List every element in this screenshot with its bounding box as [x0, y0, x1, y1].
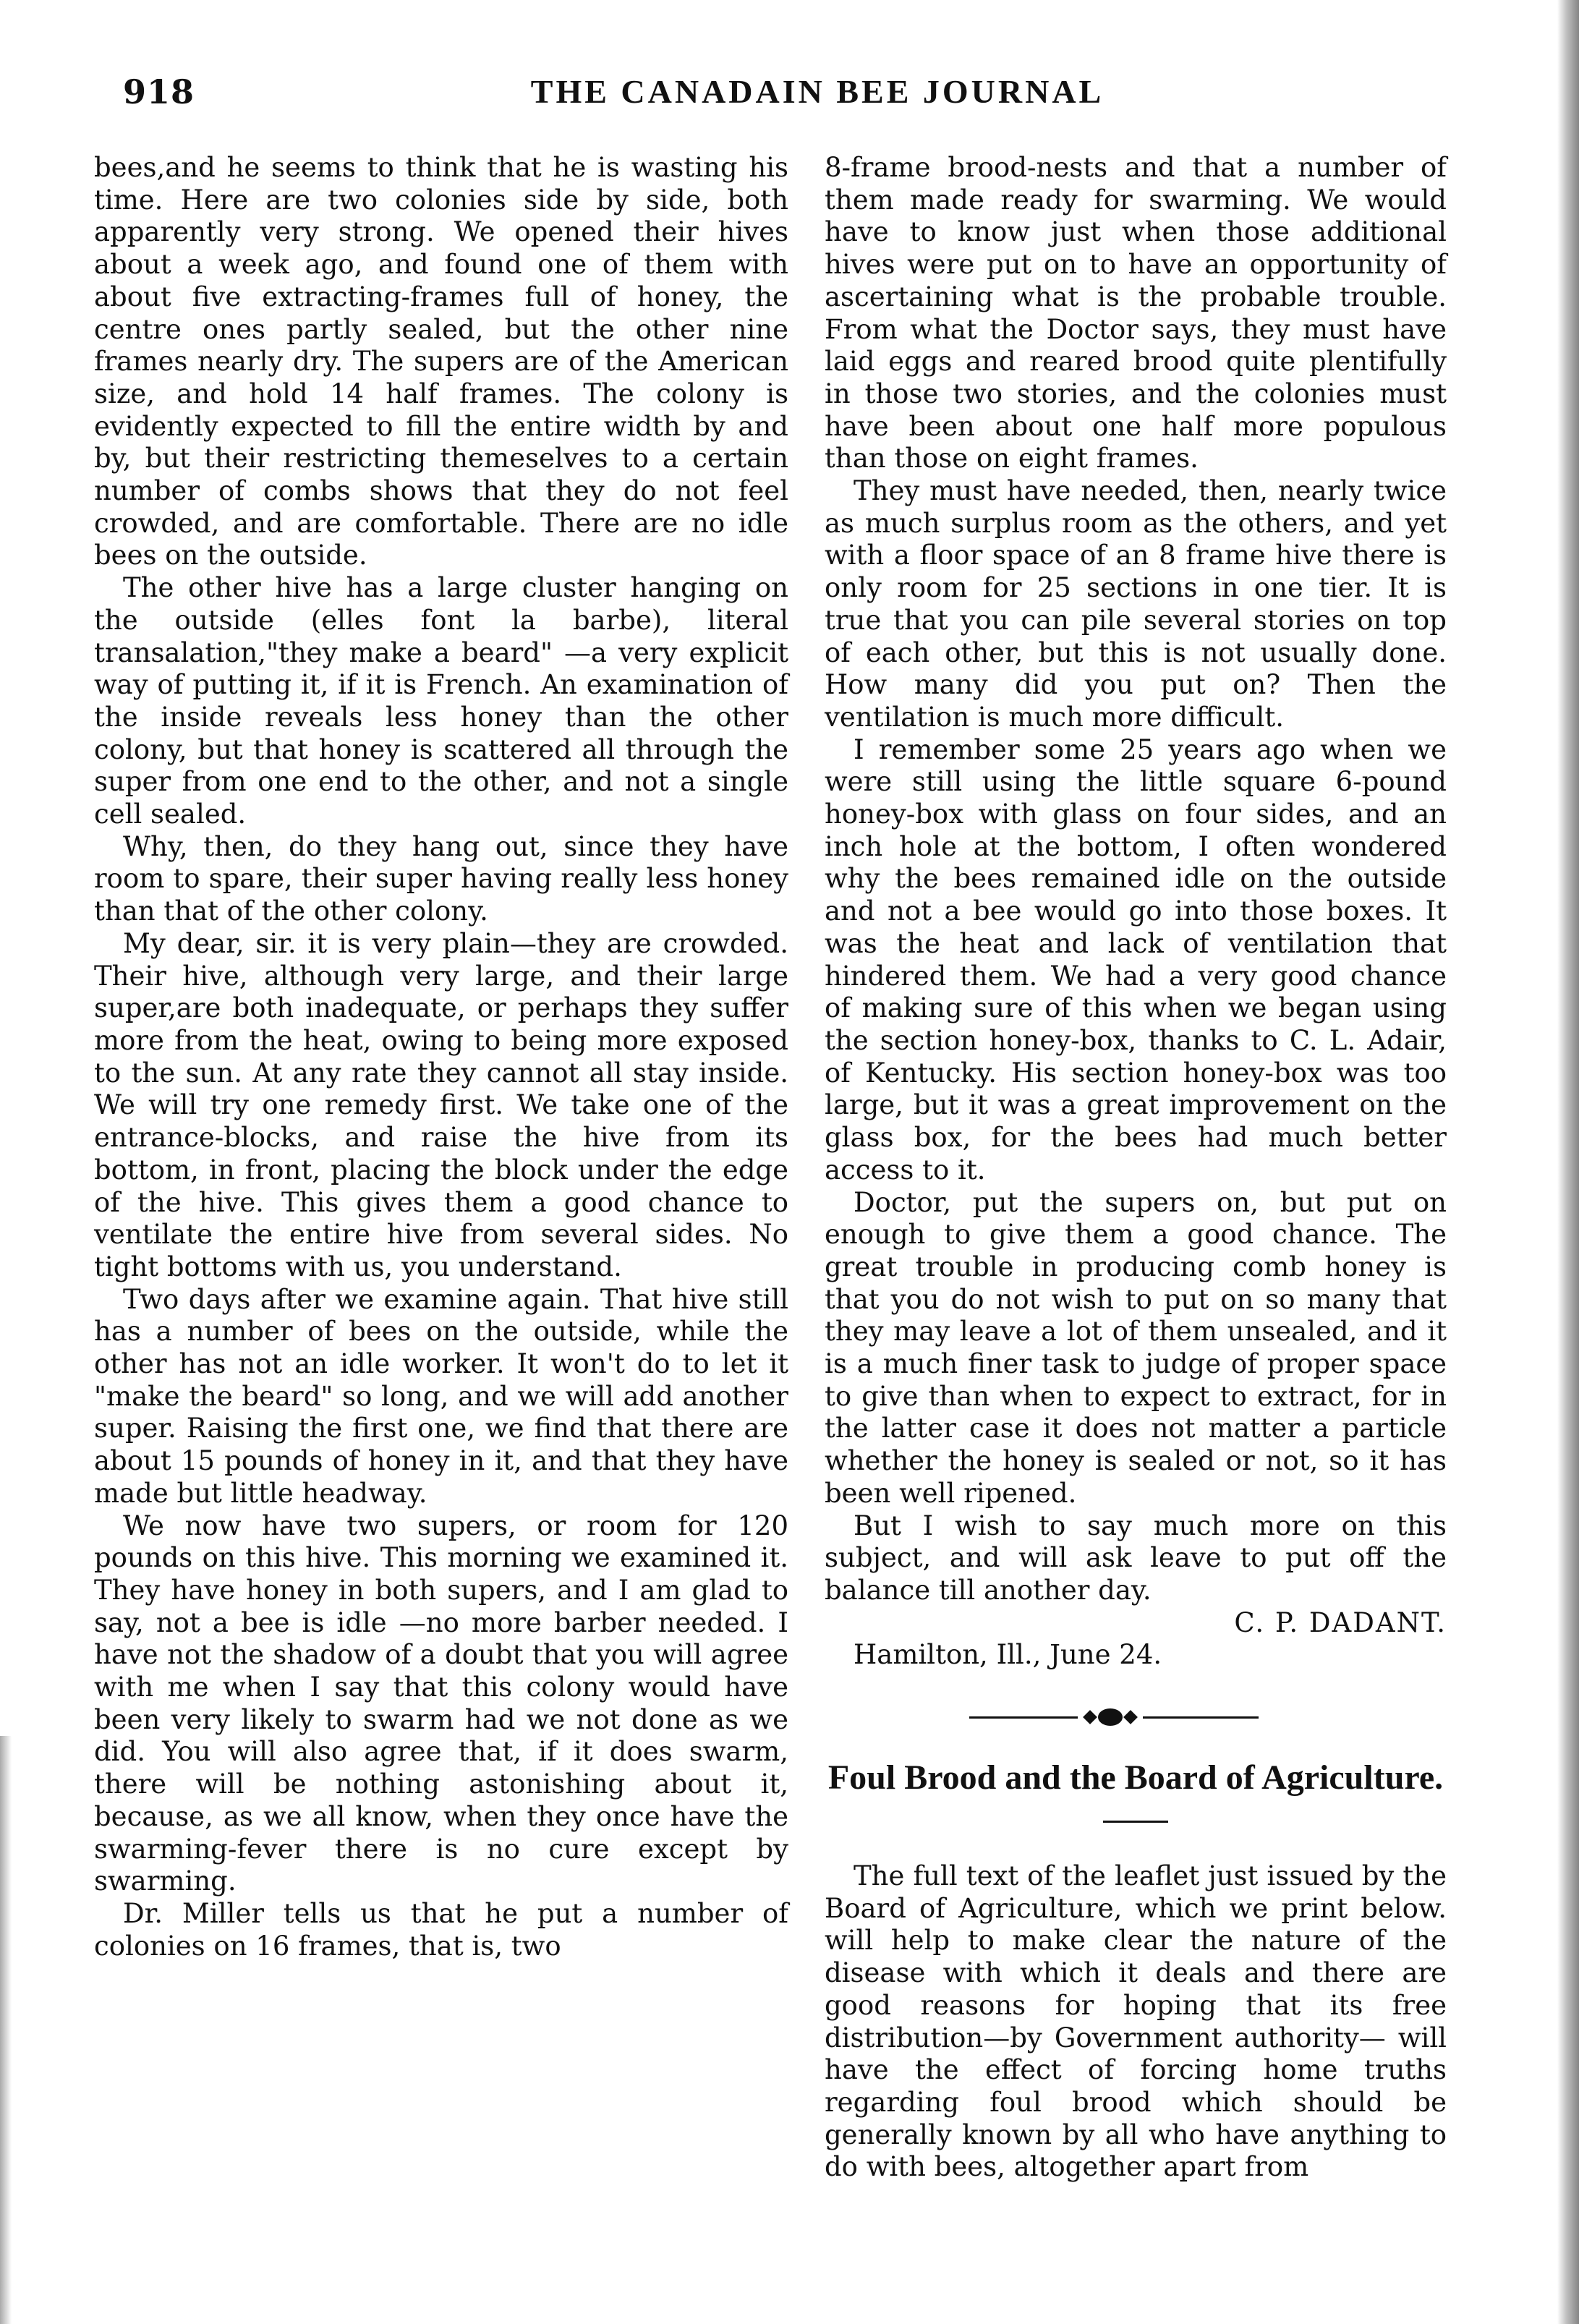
page-edge-shadow [1557, 0, 1579, 2324]
body-paragraph: My dear, sir. it is very plain—they are crowded. Their hive, although very large, and their large super,are both inadequate, or perhaps they suffer more from the heat, owing to being more exposed to the sun. At any rate they cannot all stay inside. We will try one remedy first. We take one of the entrance-blocks, and raise the hive from its bottom, in front, placing the block under the edge of the hive. This gives them a good chance to ventilate the entire hive from several sides. No tight bottoms with us, you understand. [94, 927, 788, 1282]
body-paragraph: We now have two supers, or room for 120 pounds on this hive. This morning we examined it. They have honey in both supers, and I am glad to say, not a bee is idle —no more barber needed. I have not the shadow of a doubt that you will agree with me when I say that this colony would have been very likely to swarm had we not done as we did. You will also agree that, if it does swarm, there will be nothing astonishing about it, because, as we all know, when they once have the swarming-fever there is no cure except by swarming. [94, 1510, 788, 1897]
left-column [94, 152, 788, 1962]
title-rule [1103, 1821, 1168, 1823]
body-paragraph: 8-frame brood-nests and that a number of them made ready for swarming. We would have to know just when those additional hives were put on to have an opportunity of ascertaining what is the probable trouble. From what the Doctor says, they must have laid eggs and reared brood quite plentifully in those two stories, and the colonies must have been about one half more populous than those on eight frames. [825, 152, 1447, 474]
body-paragraph: Two days after we examine again. That hive still has a number of bees on the outside, while the other has not an idle worker. It won't do to let it "make the beard" so long, and we will add another super. Raising the first one, we find that there are about 15 pounds of honey in it, and that they have made but little headway. [94, 1283, 788, 1509]
ornament-rule-left [969, 1716, 1078, 1719]
ornament-rule-right [1143, 1716, 1259, 1719]
article-paragraph: The full text of the leaflet just issued by the Board of Agriculture, which we print below. will help to make clear the nature of the disease with which it deals and there are good reasons for hoping that its free distribution—by Government authority— will have the effect of forcing home truths regarding foul brood which should be generally known by all who have anything to do with bees, altogether apart from [825, 1860, 1447, 2183]
page-header [116, 72, 1519, 123]
body-paragraph: The other hive has a large cluster hanging on the outside (elles font la barbe), literal transalation,"they make a beard" —a very explicit way of putting it, if it is French. An examination of the inside reveals less honey than the other colony, but that honey is scattered all through the super from one end to the other, and not a single cell sealed. [94, 572, 788, 830]
body-paragraph: But I wish to say much more on this subject, and will ask leave to put off the balance till another day. [825, 1510, 1447, 1606]
page-number: 918 [123, 72, 195, 111]
body-paragraph: Dr. Miller tells us that he put a number of colonies on 16 frames, that is, two [94, 1897, 788, 1962]
author-signature: C. P. DADANT. [1234, 1606, 1447, 1638]
ornament-diamond [1083, 1710, 1097, 1724]
ornament-center [1078, 1706, 1143, 1728]
section-ornament [825, 1706, 1447, 1728]
ornament-oval [1098, 1708, 1123, 1726]
body-paragraph: They must have needed, then, nearly twice as much surplus room as the others, and yet with a floor space of an 8 frame hive there is only room for 25 sections in one tier. It is true that you can pile several stories on top of each other, but this is not usually done. How many did you put on? Then the ventilation is much more difficult. [825, 475, 1447, 733]
body-paragraph: Doctor, put the supers on, but put on enough to give them a good chance. The great trouble in producing comb honey is that you do not wish to put on so many that they may leave a lot of them unsealed, and it is a much finer task to judge of proper space to give than when to expect to extract, for in the latter case it does not matter a particle whether the honey is sealed or not, so it has been well ripened. [825, 1186, 1447, 1509]
ornament-diamond [1123, 1710, 1138, 1724]
body-paragraph: Why, then, do they hang out, since they have room to spare, their super having really less honey than that of the other colony. [94, 830, 788, 927]
right-column [825, 152, 1447, 2184]
running-title: THE CANADAIN BEE JOURNAL [530, 73, 1105, 110]
body-paragraph: I remember some 25 years ago when we were still using the little square 6-pound honey-box with glass on four sides, and an inch hole at the bottom, I often wondered why the bees remained idle on the outside and not a bee would go into those boxes. It was the heat and lack of ventilation that hindered them. We had a very good chance of making sure of this when we began using the section honey-box, thanks to C. L. Adair, of Kentucky. His section honey-box was too large, but it was a great improvement on the glass box, for the bees had much better access to it. [825, 733, 1447, 1186]
body-paragraph: bees,and he seems to think that he is wasting his time. Here are two colonies side by side, both apparently very strong. We opened their hives about a week ago, and found one of them with about five extracting-frames full of honey, the centre ones partly sealed, but the other nine frames nearly dry. The supers are of the American size, and hold 14 half frames. The colony is evidently expected to fill the entire width by and by, but their restricting themeselves to a certain number of combs shows that they do not feel crowded, and are comfortable. There are no idle bees on the outside. [94, 152, 788, 571]
dateline: Hamilton, Ill., June 24. [854, 1639, 1162, 1671]
article-title: Foul Brood and the Board of Agriculture. [827, 1758, 1444, 1797]
page-edge-shadow-left [0, 1736, 12, 2324]
